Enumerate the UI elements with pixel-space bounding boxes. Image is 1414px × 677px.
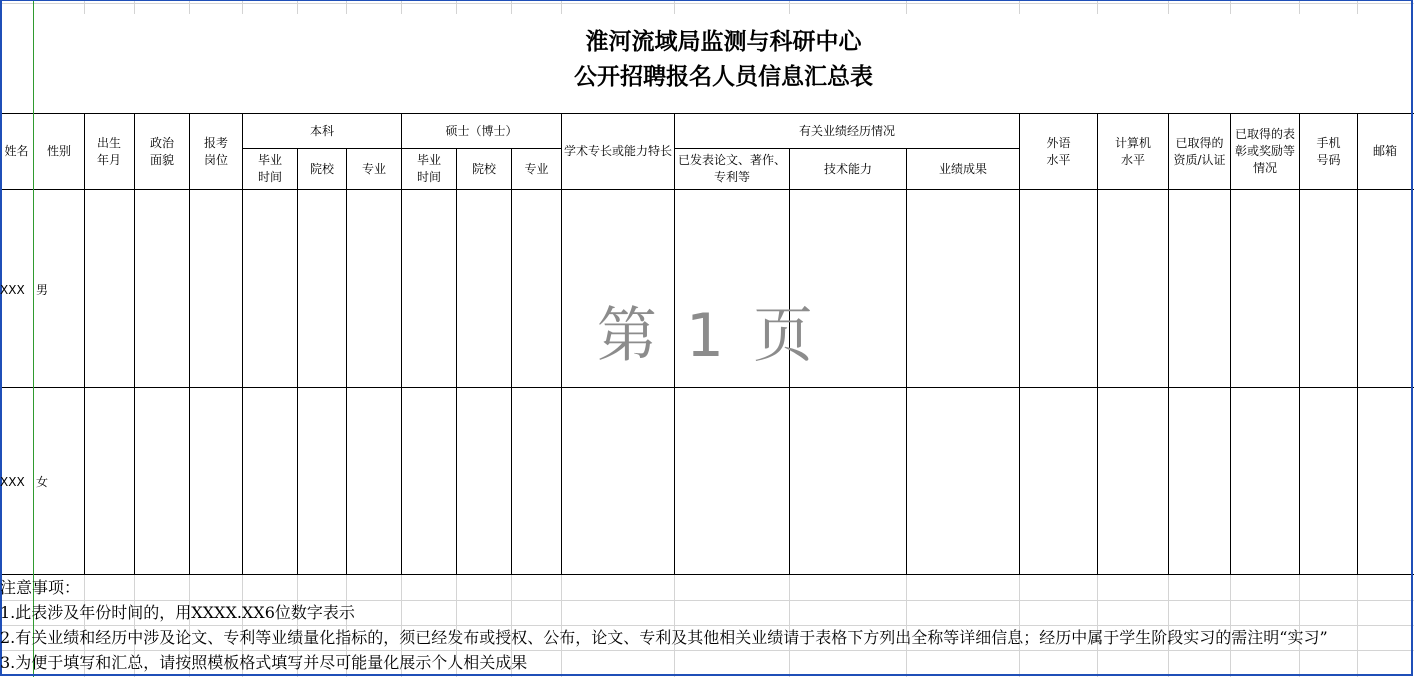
- header-gender[interactable]: 性别: [46, 144, 71, 158]
- header-phone[interactable]: 手机号码: [1316, 135, 1341, 167]
- notes-heading[interactable]: 注意事项：: [0, 578, 81, 597]
- header-political[interactable]: 政治面貌: [149, 135, 174, 167]
- header-master-major[interactable]: 专业: [524, 161, 549, 176]
- header-papers[interactable]: 已发表论文、著作、专利等: [677, 153, 786, 184]
- header-achievements[interactable]: 有关业绩经历情况: [798, 123, 895, 138]
- header-name[interactable]: 姓名: [4, 144, 29, 158]
- header-qualifications[interactable]: 已取得的资质/认证: [1173, 135, 1226, 167]
- header-awards[interactable]: 已取得的表彰或奖励等情况: [1234, 127, 1295, 175]
- row2-gender[interactable]: 女: [36, 475, 49, 489]
- header-bachelor-major[interactable]: 专业: [361, 161, 386, 176]
- header-master-school[interactable]: 院校: [471, 161, 496, 176]
- note-item-3[interactable]: 3.为便于填写和汇总，请按照模板格式填写并尽可能量化展示个人相关成果: [0, 653, 528, 672]
- header-master-grad-time[interactable]: 毕业时间: [416, 153, 441, 184]
- sheet-title-line2: 公开招聘报名人员信息汇总表: [574, 63, 873, 90]
- header-email[interactable]: 邮箱: [1372, 144, 1397, 158]
- note-item-2[interactable]: 2.有关业绩和经历中涉及论文、专利等业绩量化指标的，须已经发布或授权、公布，论文、专利及其他相关业绩请于表格下方列出全称等详细信息；经历中属于学生阶段实习的需注明“实习”: [0, 628, 1328, 647]
- header-position[interactable]: 报考岗位: [203, 135, 228, 167]
- header-bachelor[interactable]: 本科: [309, 123, 334, 138]
- page-number-watermark: 第 1 页: [596, 301, 814, 371]
- header-tech-ability[interactable]: 技术能力: [823, 161, 872, 176]
- row2-name[interactable]: XXX: [0, 475, 25, 489]
- header-master[interactable]: 硕士（博士）: [445, 123, 518, 138]
- header-results[interactable]: 业绩成果: [938, 161, 987, 176]
- header-bachelor-school[interactable]: 院校: [309, 161, 334, 176]
- header-bachelor-grad-time[interactable]: 毕业时间: [257, 153, 282, 184]
- sheet-title-line1: 淮河流域局监测与科研中心: [585, 28, 862, 55]
- header-specialty[interactable]: 学术专长或能力特长: [564, 144, 673, 158]
- header-computer[interactable]: 计算机水平: [1114, 135, 1151, 167]
- row1-gender[interactable]: 男: [36, 283, 49, 297]
- header-foreign-lang[interactable]: 外语水平: [1046, 135, 1071, 167]
- note-item-1[interactable]: 1.此表涉及年份时间的，用XXXX.XX6位数字表示: [0, 603, 355, 622]
- header-birth[interactable]: 出生年月: [96, 135, 121, 167]
- row1-name[interactable]: XXX: [0, 283, 25, 297]
